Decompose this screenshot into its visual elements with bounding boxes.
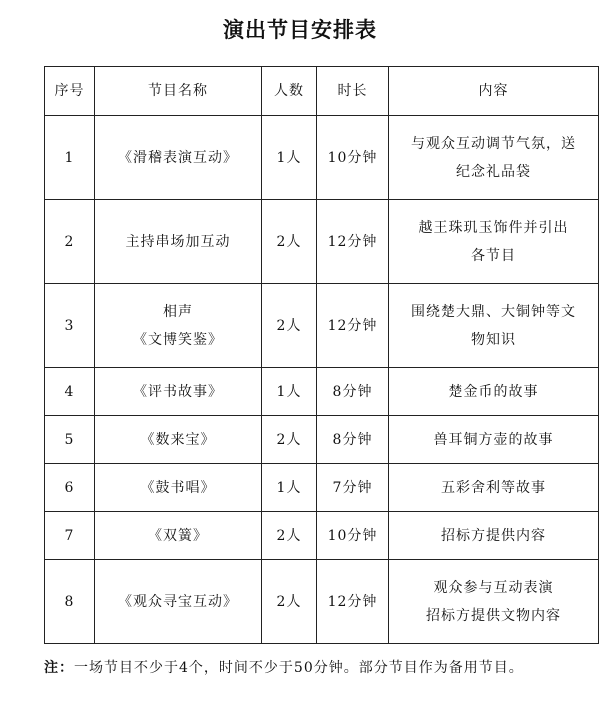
cell-program-name: 《双簧》 <box>95 512 262 560</box>
table-header-row <box>45 67 599 116</box>
cell-number: 7 <box>45 512 95 560</box>
cell-program-name: 《观众寻宝互动》 <box>95 560 262 644</box>
cell-number: 4 <box>45 368 95 416</box>
cell-content: 与观众互动调节气氛，送 纪念礼品袋 <box>389 116 599 200</box>
cell-content: 招标方提供内容 <box>389 512 599 560</box>
cell-people: 2人 <box>262 512 317 560</box>
header-duration: 时长 <box>317 67 389 116</box>
cell-number: 8 <box>45 560 95 644</box>
cell-content: 五彩舍利等故事 <box>389 464 599 512</box>
cell-duration: 8分钟 <box>317 368 389 416</box>
page-title: 演出节目安排表 <box>223 18 377 42</box>
cell-people: 2人 <box>262 200 317 284</box>
cell-number: 3 <box>45 284 95 368</box>
cell-content: 兽耳铜方壶的故事 <box>389 416 599 464</box>
cell-duration: 7分钟 <box>317 464 389 512</box>
footnote <box>44 654 584 682</box>
cell-number: 1 <box>45 116 95 200</box>
cell-duration: 10分钟 <box>317 512 389 560</box>
cell-content: 观众参与互动表演 招标方提供文物内容 <box>389 560 599 644</box>
cell-people: 1人 <box>262 368 317 416</box>
cell-people: 2人 <box>262 284 317 368</box>
cell-people: 2人 <box>262 416 317 464</box>
cell-content: 越王珠玑玉饰件并引出 各节目 <box>389 200 599 284</box>
header-content: 内容 <box>389 67 599 116</box>
footnote-label: 注： <box>44 660 74 676</box>
cell-duration: 12分钟 <box>317 560 389 644</box>
table-row <box>45 200 599 284</box>
cell-duration: 12分钟 <box>317 200 389 284</box>
table-row <box>45 512 599 560</box>
cell-program-name: 主持串场加互动 <box>95 200 262 284</box>
cell-people: 1人 <box>262 116 317 200</box>
cell-program-name: 《评书故事》 <box>95 368 262 416</box>
program-table <box>44 66 599 644</box>
header-program-name: 节目名称 <box>95 67 262 116</box>
cell-program-name: 《鼓书唱》 <box>95 464 262 512</box>
cell-duration: 10分钟 <box>317 116 389 200</box>
cell-program-name: 相声 《文博笑鉴》 <box>95 284 262 368</box>
table-row <box>45 560 599 644</box>
cell-people: 1人 <box>262 464 317 512</box>
cell-program-name: 《数来宝》 <box>95 416 262 464</box>
cell-content: 楚金币的故事 <box>389 368 599 416</box>
cell-number: 2 <box>45 200 95 284</box>
header-number: 序号 <box>45 67 95 116</box>
table-row <box>45 284 599 368</box>
footnote-text: 一场节目不少于4个，时间不少于50分钟。部分节目作为备用节目。 <box>74 660 524 676</box>
table-row <box>45 368 599 416</box>
cell-number: 5 <box>45 416 95 464</box>
cell-content: 围绕楚大鼎、大铜钟等文 物知识 <box>389 284 599 368</box>
table-row <box>45 416 599 464</box>
cell-number: 6 <box>45 464 95 512</box>
table-row <box>45 116 599 200</box>
table-row <box>45 464 599 512</box>
header-people: 人数 <box>262 67 317 116</box>
cell-program-name: 《滑稽表演互动》 <box>95 116 262 200</box>
cell-people: 2人 <box>262 560 317 644</box>
cell-duration: 12分钟 <box>317 284 389 368</box>
cell-duration: 8分钟 <box>317 416 389 464</box>
